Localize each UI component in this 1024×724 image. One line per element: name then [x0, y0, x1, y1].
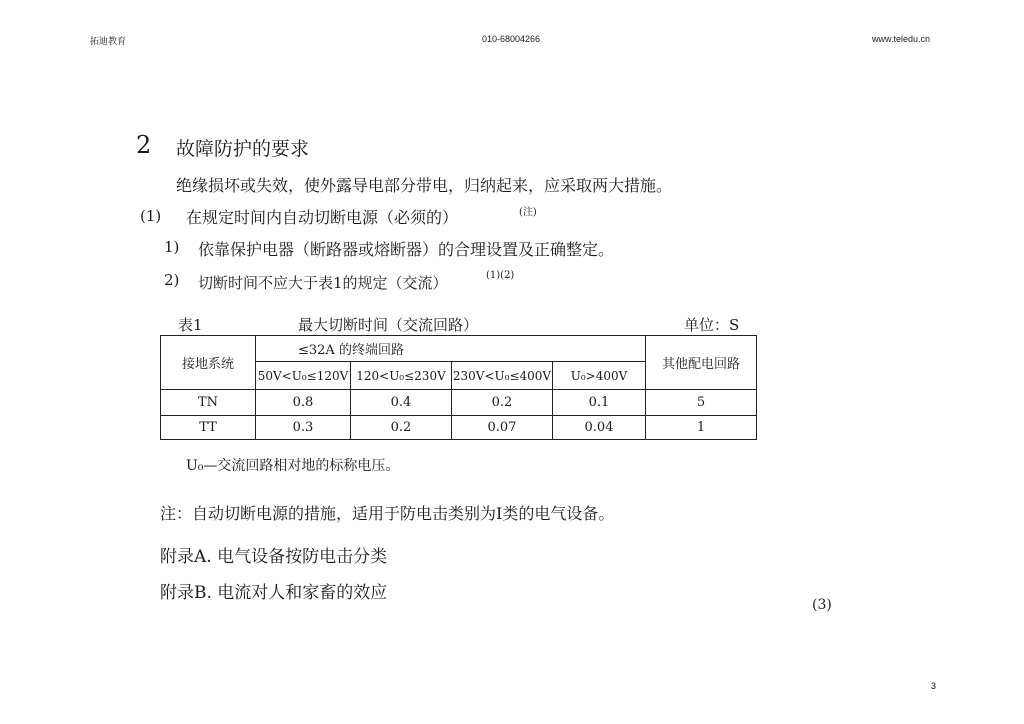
header-left: 拓迪教育: [90, 36, 127, 46]
appendix-b: 附录B. 电流对人和家畜的效应: [160, 583, 388, 603]
table-cell: 5: [646, 390, 757, 416]
table-footnote: U₀—交流回路相对地的标称电压。: [186, 458, 400, 474]
sub2-text: 切断时间不应大于表1的规定（交流）: [198, 274, 448, 292]
intro-text: 绝缘损坏或失效，使外露导电部分带电，归纳起来，应采取两大措施。: [176, 176, 673, 195]
table-cell: 0.2: [452, 390, 553, 416]
sub2-label: 2): [164, 271, 180, 289]
header-right: www.teledu.cn: [872, 34, 931, 44]
table-label: 表1: [178, 316, 203, 334]
sub1-label: 1): [164, 238, 180, 256]
sub-header-230-400: 230V<U₀≤400V: [452, 362, 553, 390]
sub-header-120-230: 120<U₀≤230V: [351, 362, 452, 390]
sub-header-over-400: U₀>400V: [553, 362, 646, 390]
table-title: 最大切断时间（交流回路）: [298, 316, 479, 334]
table-cell: 0.2: [351, 416, 452, 440]
table-cell: 0.07: [452, 416, 553, 440]
header-center: 010-68004266: [482, 34, 541, 44]
table-cell: 0.1: [553, 390, 646, 416]
table-cell: 0.3: [256, 416, 351, 440]
max-disconnect-time-table: [160, 335, 757, 440]
page-number: 3: [931, 681, 937, 691]
page-marker: (3): [812, 597, 832, 613]
table-cell: 0.4: [351, 390, 452, 416]
row-system-tt: TT: [161, 416, 256, 440]
table-cell: 0.04: [553, 416, 646, 440]
table-cell: 1: [646, 416, 757, 440]
col-header-earthing-system: 接地系统: [161, 336, 256, 390]
table-cell: 0.8: [256, 390, 351, 416]
item1-text: 在规定时间内自动切断电源（必须的）: [186, 208, 459, 227]
col-header-other-circuits: 其他配电回路: [646, 336, 757, 390]
table-unit: 单位：S: [684, 316, 740, 334]
table-row: [161, 390, 757, 416]
section-title: 故障防护的要求: [176, 138, 310, 160]
table-row: [161, 416, 757, 440]
item1-label: (1): [140, 207, 162, 225]
appendix-a: 附录A. 电气设备按防电击分类: [160, 547, 388, 567]
note-text: 注：自动切断电源的措施，适用于防电击类别为Ⅰ类的电气设备。: [160, 504, 615, 523]
sub2-ref: (1)(2): [486, 270, 515, 281]
item1-note: (注): [519, 207, 537, 218]
section-number: 2: [136, 131, 152, 159]
row-system-tn: TN: [161, 390, 256, 416]
sub-header-50-120: 50V<U₀≤120V: [256, 362, 351, 390]
sub1-text: 依靠保护电器（断路器或熔断器）的合理设置及正确整定。: [198, 240, 615, 259]
group-header-final-circuits: ≤32A 的终端回路: [256, 336, 646, 362]
